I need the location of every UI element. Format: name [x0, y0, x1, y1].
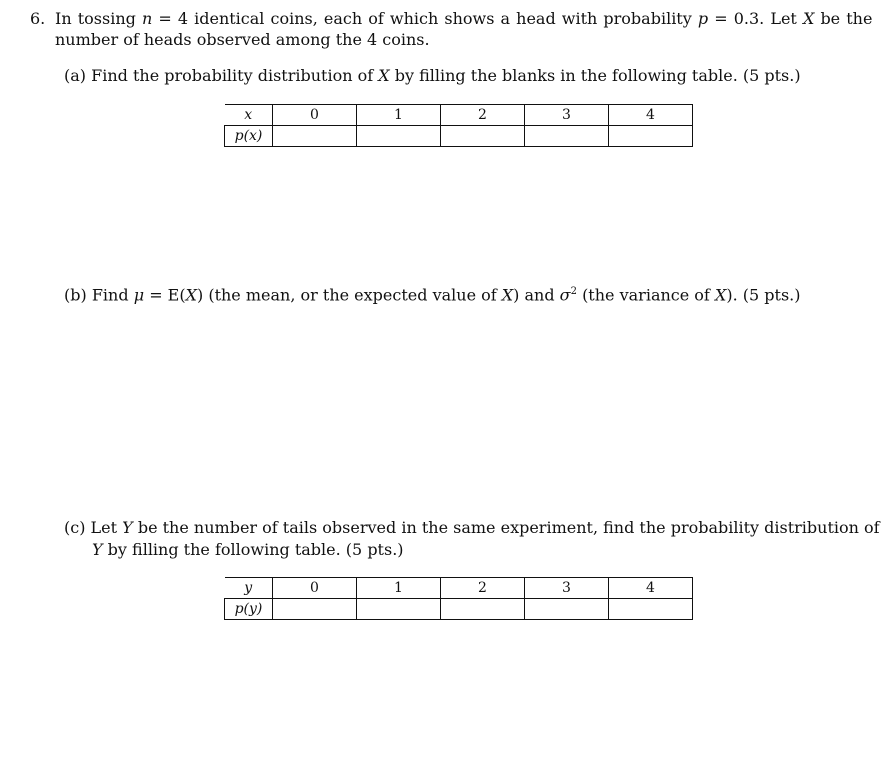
table-row-values — [225, 105, 693, 126]
exponent: 2 — [570, 286, 577, 297]
problem-line-2: number of heads observed among the 4 coins. — [55, 30, 430, 49]
text: be the — [820, 9, 873, 28]
blank-cell[interactable] — [273, 599, 357, 620]
value-cell: 0 — [273, 105, 357, 126]
text: In tossing — [55, 9, 136, 28]
value-cell: 0 — [273, 578, 357, 599]
blank-cell[interactable] — [357, 599, 441, 620]
problem-line-1 — [55, 9, 872, 29]
var-Y: Y — [92, 540, 103, 559]
var-n: n — [141, 9, 153, 28]
value-cell: 4 — [609, 105, 693, 126]
part-c-prompt-line-1 — [64, 518, 880, 538]
text: ) (the mean, or the expected value of — [197, 285, 497, 305]
table-row-values — [225, 578, 693, 599]
var-X: X — [501, 285, 514, 305]
part-b-label: (b) — [64, 285, 87, 305]
text: by filling the blanks in the following table. (5 pts.) — [394, 66, 801, 85]
value-cell: 1 — [357, 578, 441, 599]
part-a-prompt — [64, 66, 801, 86]
value-cell: 3 — [525, 578, 609, 599]
part-a-label: (a) — [64, 66, 87, 85]
text: ) and — [513, 285, 555, 305]
text: Find the probability distribution of — [91, 66, 374, 85]
part-c-prompt-line-2 — [92, 540, 404, 560]
var-p: p — [697, 9, 709, 28]
var-mu: μ — [133, 285, 145, 305]
problem-number: 6. — [30, 9, 46, 28]
var-X: X — [714, 285, 727, 305]
var-X: X — [802, 9, 815, 28]
blank-cell[interactable] — [609, 599, 693, 620]
var-sigma: σ — [559, 285, 571, 305]
var-X: X — [185, 285, 197, 305]
value-cell: 2 — [441, 578, 525, 599]
blank-cell[interactable] — [441, 599, 525, 620]
text: Find — [91, 285, 129, 305]
text: = E( — [149, 285, 186, 305]
text: by filling the following table. (5 pts.) — [107, 540, 404, 559]
var-label-x: x — [225, 105, 273, 126]
part-b-prompt — [64, 282, 800, 305]
text: (the variance of — [582, 285, 710, 305]
table-row-probabilities — [225, 126, 693, 147]
value-cell: 4 — [609, 578, 693, 599]
prob-label-py: p(y) — [225, 599, 273, 620]
var-label-y: y — [225, 578, 273, 599]
text: Let — [90, 518, 118, 537]
part-a-table — [224, 104, 693, 147]
var-X: X — [378, 66, 390, 85]
text: = 0.3. Let — [714, 9, 797, 28]
blank-cell[interactable] — [441, 126, 525, 147]
text: ). (5 pts.) — [726, 285, 801, 305]
blank-cell[interactable] — [525, 599, 609, 620]
prob-label-px: p(x) — [225, 126, 273, 147]
part-c-table — [224, 577, 693, 620]
text: = 4 identical coins, each of which shows a head with probability — [158, 9, 692, 28]
blank-cell[interactable] — [609, 126, 693, 147]
part-c-label: (c) — [64, 518, 86, 537]
table-row-probabilities — [225, 599, 693, 620]
value-cell: 2 — [441, 105, 525, 126]
var-Y: Y — [122, 518, 133, 537]
text: be the number of tails observed in the same experiment, find the probability distribution of — [137, 518, 880, 537]
value-cell: 3 — [525, 105, 609, 126]
blank-cell[interactable] — [273, 126, 357, 147]
blank-cell[interactable] — [357, 126, 441, 147]
value-cell: 1 — [357, 105, 441, 126]
blank-cell[interactable] — [525, 126, 609, 147]
